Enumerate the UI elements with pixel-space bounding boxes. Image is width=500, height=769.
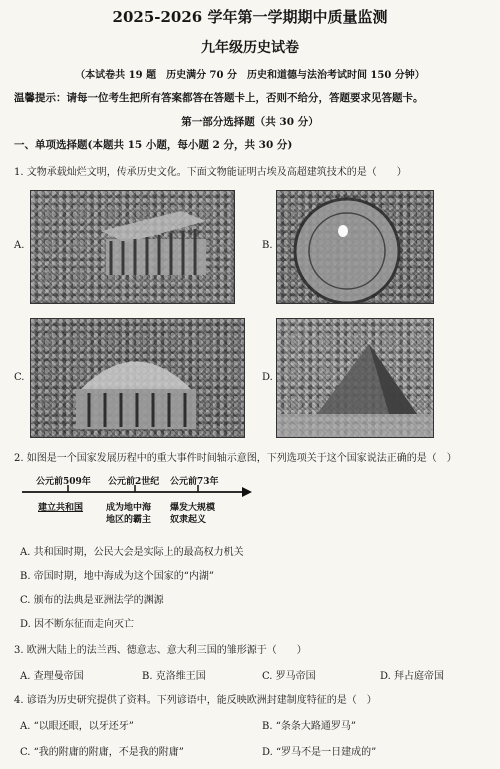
q1-image-c-pantheon bbox=[30, 318, 245, 438]
coin-illustration bbox=[277, 191, 433, 303]
parthenon-illustration bbox=[31, 191, 234, 303]
dome-building-illustration bbox=[31, 319, 244, 437]
q1-option-c-label: C. bbox=[14, 372, 25, 383]
q2-option-a[interactable]: A. 共和国时期，公民大会是实际上的最高权力机关 bbox=[20, 547, 244, 558]
timeline-event-2a: 成为地中海 bbox=[106, 503, 152, 513]
q2-option-d[interactable]: D. 因不断东征而走向灭亡 bbox=[20, 619, 135, 630]
timeline-event-3a: 爆发大规模 bbox=[170, 503, 216, 513]
q4-option-a[interactable]: A. “以眼还眼，以牙还牙” bbox=[20, 721, 134, 732]
q3-option-a[interactable]: A. 查理曼帝国 bbox=[20, 671, 84, 682]
q1-option-d-label: D. bbox=[262, 372, 273, 383]
part-heading: 第一部分选择题（共 30 分） bbox=[181, 116, 319, 128]
q4-option-b[interactable]: B. “条条大路通罗马” bbox=[262, 721, 356, 732]
q3-option-b[interactable]: B. 克洛维王国 bbox=[142, 671, 206, 682]
section-heading: 一、单项选择题(本题共 15 小题，每小题 2 分，共 30 分) bbox=[14, 139, 293, 151]
exam-title: 2025-2026 学年第一学期期中质量监测 bbox=[112, 8, 388, 26]
pyramid-illustration bbox=[277, 319, 433, 437]
timeline-diagram bbox=[20, 472, 260, 532]
timeline-date-3: 公元前73年 bbox=[170, 477, 219, 487]
q3-option-d[interactable]: D. 拜占庭帝国 bbox=[380, 671, 445, 682]
exam-subtitle: 九年级历史试卷 bbox=[201, 40, 299, 56]
q2-option-b[interactable]: B. 帝国时期，地中海成为这个国家的“内湖” bbox=[20, 571, 214, 582]
q3-option-c[interactable]: C. 罗马帝国 bbox=[262, 671, 316, 682]
timeline-event-3b: 奴隶起义 bbox=[170, 515, 207, 525]
exam-tip: 温馨提示：请每一位考生把所有答案都答在答题卡上，否则不给分，答题要求见答题卡。 bbox=[14, 92, 424, 104]
exam-info: （本试卷共 19 题 历史满分 70 分 历史和道德与法治考试时间 150 分钟） bbox=[75, 70, 425, 81]
timeline-date-1: 公元前509年 bbox=[36, 477, 91, 487]
timeline-event-1: 建立共和国 bbox=[38, 503, 84, 513]
timeline-event-2b: 地区的霸主 bbox=[106, 515, 152, 525]
q1-image-a-parthenon bbox=[30, 190, 235, 304]
question-2-stem: 2. 如图是一个国家发展历程中的重大事件时间轴示意图，下列选项关于这个国家说法正确的是（ ） bbox=[14, 453, 457, 464]
q1-image-b-coin bbox=[276, 190, 434, 304]
q4-option-c[interactable]: C. “我的附庸的附庸，不是我的附庸” bbox=[20, 747, 184, 758]
timeline-date-2: 公元前2世纪 bbox=[108, 477, 160, 487]
question-4-stem: 4. 谚语为历史研究提供了资料。下列谚语中，能反映欧洲封建制度特征的是（ ） bbox=[14, 695, 377, 706]
question-1-stem: 1. 文物承载灿烂文明，传承历史文化。下面文物能证明古埃及高超建筑技术的是（ ） bbox=[14, 167, 407, 178]
question-3-stem: 3. 欧洲大陆上的法兰西、德意志、意大利三国的雏形源于（ ） bbox=[14, 645, 307, 656]
q2-option-c[interactable]: C. 颁布的法典是亚洲法学的渊源 bbox=[20, 595, 164, 606]
q1-image-d-pyramid bbox=[276, 318, 434, 438]
q1-option-a-label: A. bbox=[14, 240, 25, 251]
q4-option-d[interactable]: D. “罗马不是一日建成的” bbox=[262, 747, 377, 758]
q1-option-b-label: B. bbox=[262, 240, 273, 251]
